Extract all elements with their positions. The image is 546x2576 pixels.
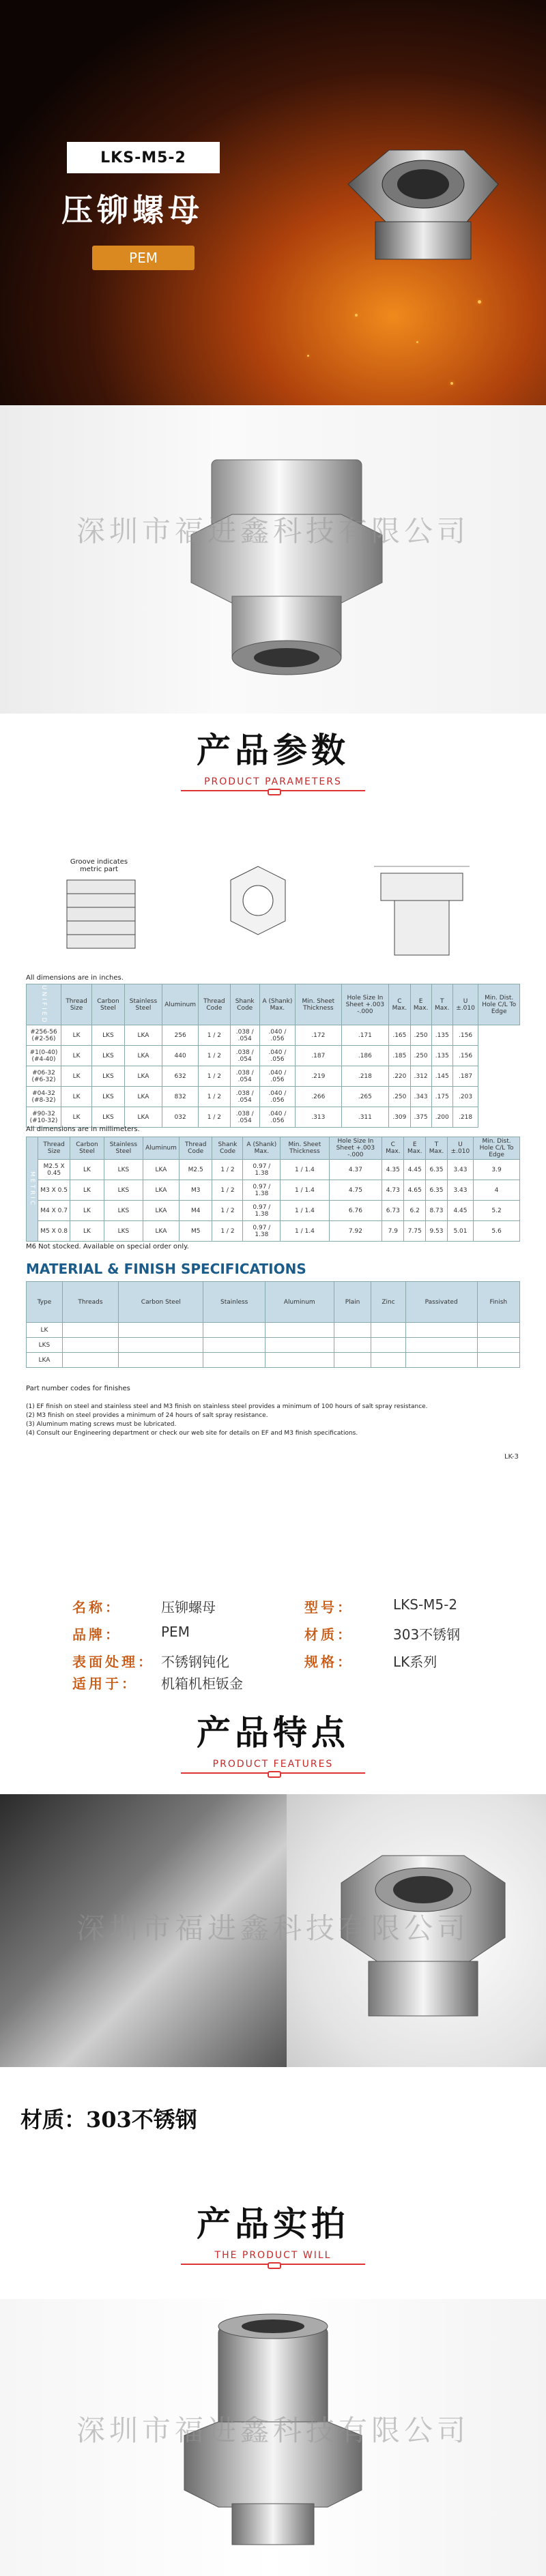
inch-cell: LKS bbox=[92, 1046, 125, 1066]
col-e: E Max. bbox=[410, 984, 431, 1025]
metric-note: All dimensions are in millimeters. bbox=[26, 1126, 140, 1133]
inch-cell: .200 bbox=[431, 1107, 452, 1128]
metric-cell: 1 / 2 bbox=[212, 1180, 243, 1201]
material-cell bbox=[203, 1338, 265, 1353]
metric-cell: 6.76 bbox=[329, 1201, 382, 1221]
metric-cell: 6.35 bbox=[426, 1160, 448, 1180]
metric-cell: 0.97 / 1.38 bbox=[243, 1180, 281, 1201]
inch-cell: 256 bbox=[162, 1025, 199, 1046]
inch-cell: .187 bbox=[452, 1066, 478, 1087]
metric-cell: 5.2 bbox=[474, 1201, 520, 1221]
inch-cell: LK bbox=[61, 1107, 91, 1128]
inch-cell: .313 bbox=[296, 1107, 341, 1128]
metric-cell: LKA bbox=[143, 1160, 179, 1180]
material-cell bbox=[119, 1338, 203, 1353]
inch-cell: .038 / .054 bbox=[230, 1107, 259, 1128]
inch-cell: .375 bbox=[410, 1107, 431, 1128]
real-heading-cn: 产品实拍 bbox=[197, 2204, 349, 2244]
features-section bbox=[0, 1692, 546, 2190]
material-cell bbox=[119, 1353, 203, 1368]
metric-cell: 5.6 bbox=[474, 1221, 520, 1242]
material-row bbox=[27, 1353, 520, 1368]
material-cell bbox=[405, 1353, 477, 1368]
metric-col-header: Stainless Steel bbox=[104, 1137, 143, 1160]
col-t: T Max. bbox=[431, 984, 452, 1025]
inch-cell: .250 bbox=[410, 1025, 431, 1046]
col-hole-size: Hole Size In Sheet +.003 -.000 bbox=[341, 984, 389, 1025]
metric-cell: M5 X 0.8 bbox=[38, 1221, 70, 1242]
inch-cell: .038 / .054 bbox=[230, 1066, 259, 1087]
metric-cell: 1 / 1.4 bbox=[281, 1160, 329, 1180]
metric-cell: 1 / 1.4 bbox=[281, 1201, 329, 1221]
product-info bbox=[0, 1583, 546, 1692]
inch-cell: .220 bbox=[389, 1066, 410, 1087]
metric-cell: LK bbox=[70, 1160, 104, 1180]
material-cell bbox=[371, 1323, 405, 1338]
inch-cell: .175 bbox=[431, 1087, 452, 1107]
material-cell bbox=[334, 1353, 371, 1368]
inch-cell: 832 bbox=[162, 1087, 199, 1107]
metric-cell: LKS bbox=[104, 1221, 143, 1242]
metric-cell: M4 bbox=[179, 1201, 212, 1221]
page-code: LK-3 bbox=[504, 1453, 519, 1461]
banner-nut-image bbox=[321, 109, 519, 287]
metric-footer: M6 Not stocked. Available on special order only. bbox=[26, 1243, 189, 1250]
col-min-sheet: Min. Sheet Thickness bbox=[296, 984, 341, 1025]
metric-col-header: Min. Sheet Thickness bbox=[281, 1137, 329, 1160]
material-cell bbox=[62, 1353, 118, 1368]
inch-cell: .312 bbox=[410, 1066, 431, 1087]
material-cell bbox=[62, 1338, 118, 1353]
material-cell bbox=[203, 1323, 265, 1338]
inch-cell: .171 bbox=[341, 1025, 389, 1046]
banner bbox=[0, 0, 546, 405]
footnote: (4) Consult our Engineering department or check our web site for details on EF and M3 finish specifications. bbox=[26, 1430, 358, 1437]
metric-cell: LK bbox=[70, 1221, 104, 1242]
banner-title: 压铆螺母 bbox=[61, 192, 203, 229]
metric-cell: 6.35 bbox=[426, 1180, 448, 1201]
inch-cell: .038 / .054 bbox=[230, 1046, 259, 1066]
metric-col-header: A (Shank) Max. bbox=[243, 1137, 281, 1160]
inch-row bbox=[27, 1087, 520, 1107]
inch-note: All dimensions are in inches. bbox=[26, 974, 124, 982]
metric-col-header: C Max. bbox=[382, 1137, 404, 1160]
inch-cell: LK bbox=[61, 1046, 91, 1066]
inch-cell: .135 bbox=[431, 1025, 452, 1046]
inch-cell: .250 bbox=[389, 1087, 410, 1107]
material-row bbox=[27, 1338, 520, 1353]
inch-cell: .186 bbox=[341, 1046, 389, 1066]
inch-cell: #04-32 (#8-32) bbox=[27, 1087, 61, 1107]
inch-cell: .311 bbox=[341, 1107, 389, 1128]
metric-col-header: Shank Code bbox=[212, 1137, 243, 1160]
metric-row bbox=[27, 1221, 520, 1242]
inch-cell: .187 bbox=[296, 1046, 341, 1066]
real-photo-section bbox=[0, 2190, 546, 2576]
col-thread-size: Thread Size bbox=[61, 984, 91, 1025]
heading-divider bbox=[181, 2264, 365, 2265]
material-cell bbox=[405, 1338, 477, 1353]
metric-col-header: Thread Code bbox=[179, 1137, 212, 1160]
metric-cell: 4.37 bbox=[329, 1160, 382, 1180]
inch-cell: .185 bbox=[389, 1046, 410, 1066]
real-photo bbox=[0, 2299, 546, 2576]
metric-col-header: Thread Size bbox=[38, 1137, 70, 1160]
inch-cell: 1 / 2 bbox=[199, 1025, 231, 1046]
metric-col-header: T Max. bbox=[426, 1137, 448, 1160]
inch-cell: .218 bbox=[452, 1107, 478, 1128]
col-a: A (Shank) Max. bbox=[259, 984, 295, 1025]
inch-cell: #1(0-40) (#4-40) bbox=[27, 1046, 61, 1066]
inch-cell: LKA bbox=[124, 1087, 162, 1107]
material-cell bbox=[477, 1323, 519, 1338]
metric-cell: LKA bbox=[143, 1201, 179, 1221]
banner-brand: PEM bbox=[92, 246, 195, 270]
metric-cell: 3.43 bbox=[447, 1180, 473, 1201]
inch-cell: 032 bbox=[162, 1107, 199, 1128]
inch-cell: LKA bbox=[124, 1046, 162, 1066]
inch-cell: .165 bbox=[389, 1025, 410, 1046]
inch-cell: LK bbox=[61, 1087, 91, 1107]
inch-table bbox=[26, 984, 520, 1128]
col-thread-code: Thread Code bbox=[199, 984, 231, 1025]
inch-cell: .266 bbox=[296, 1087, 341, 1107]
params-heading-en: PRODUCT PARAMETERS bbox=[204, 776, 342, 787]
inch-cell: .219 bbox=[296, 1066, 341, 1087]
inch-cell: LKA bbox=[124, 1066, 162, 1087]
metric-col-header: Hole Size In Sheet +.003 -.000 bbox=[329, 1137, 382, 1160]
footnote: (1) EF finish on steel and stainless steel and M3 finish on stainless steel provides a minimum of 100 hours of salt spray resistance. bbox=[26, 1403, 428, 1410]
inch-cell: LK bbox=[61, 1066, 91, 1087]
features-heading-cn: 产品特点 bbox=[197, 1712, 349, 1753]
col-shank-code: Shank Code bbox=[230, 984, 259, 1025]
material-row bbox=[27, 1323, 520, 1338]
inch-cell: .218 bbox=[341, 1066, 389, 1087]
metric-row bbox=[27, 1201, 520, 1221]
inch-cell: 1 / 2 bbox=[199, 1066, 231, 1087]
material-cell bbox=[371, 1353, 405, 1368]
inch-cell: 440 bbox=[162, 1046, 199, 1066]
metric-col-header: Carbon Steel bbox=[70, 1137, 104, 1160]
footnote: (3) Aluminum mating screws must be lubricated. bbox=[26, 1421, 177, 1428]
metric-cell: 7.92 bbox=[329, 1221, 382, 1242]
metric-cell: 1 / 2 bbox=[212, 1221, 243, 1242]
inch-cell: .309 bbox=[389, 1107, 410, 1128]
inch-cell: .040 / .056 bbox=[259, 1066, 295, 1087]
inch-cell: #90-32 (#10-32) bbox=[27, 1107, 61, 1128]
material-cell bbox=[405, 1323, 477, 1338]
col-u: U ±.010 bbox=[452, 984, 478, 1025]
info-name: 名称： 压铆螺母 bbox=[72, 1599, 216, 1615]
heading-divider bbox=[181, 790, 365, 791]
inch-cell: .040 / .056 bbox=[259, 1087, 295, 1107]
metric-side-label: METRIC bbox=[27, 1137, 38, 1242]
info-brand: 品牌： PEM bbox=[72, 1624, 190, 1643]
inch-row bbox=[27, 1046, 520, 1066]
metric-cell: LKA bbox=[143, 1221, 179, 1242]
metric-cell: 4.45 bbox=[447, 1201, 473, 1221]
metric-cell: M5 bbox=[179, 1221, 212, 1242]
metric-cell: 4 bbox=[474, 1180, 520, 1201]
metric-cell: 3.9 bbox=[474, 1160, 520, 1180]
metric-cell: 1 / 1.4 bbox=[281, 1180, 329, 1201]
banner-model-box bbox=[67, 142, 220, 173]
inch-cell: .038 / .054 bbox=[230, 1025, 259, 1046]
inch-cell: .265 bbox=[341, 1087, 389, 1107]
metric-row bbox=[27, 1180, 520, 1201]
features-material: 材质：303不锈钢 bbox=[20, 2107, 197, 2133]
metric-cell: 0.97 / 1.38 bbox=[243, 1221, 281, 1242]
material-type: LK bbox=[27, 1323, 63, 1338]
material-table: Type Threads Carbon Steel Stainless Aluminum Plain Zinc Passivated Finish LK LKS LKA bbox=[26, 1281, 520, 1368]
product-nut-image bbox=[177, 433, 396, 692]
inch-row bbox=[27, 1025, 520, 1046]
metric-cell: 0.97 / 1.38 bbox=[243, 1201, 281, 1221]
metric-cell: 1 / 2 bbox=[212, 1201, 243, 1221]
material-cell bbox=[477, 1353, 519, 1368]
metric-cell: 4.65 bbox=[404, 1180, 426, 1201]
inch-cell: #06-32 (#6-32) bbox=[27, 1066, 61, 1087]
info-size: 规格： LK系列 bbox=[304, 1654, 437, 1670]
inch-cell: LKS bbox=[92, 1025, 125, 1046]
features-heading bbox=[0, 1706, 546, 1774]
real-heading-en: THE PRODUCT WILL bbox=[214, 2250, 332, 2261]
inch-side-label: UNIFIED bbox=[27, 984, 61, 1025]
inch-cell: .203 bbox=[452, 1087, 478, 1107]
metric-cell: LKS bbox=[104, 1180, 143, 1201]
metric-cell: 3.43 bbox=[447, 1160, 473, 1180]
metric-table bbox=[26, 1137, 520, 1242]
metric-cell: 9.53 bbox=[426, 1221, 448, 1242]
params-heading bbox=[0, 723, 546, 791]
footnotes bbox=[26, 1403, 520, 1438]
metric-cell: 4.75 bbox=[329, 1180, 382, 1201]
watermark: 深圳市福进鑫科技有限公司 bbox=[76, 514, 470, 548]
inch-row bbox=[27, 1066, 520, 1087]
features-heading-en: PRODUCT FEATURES bbox=[212, 1759, 334, 1770]
inch-cell: .040 / .056 bbox=[259, 1107, 295, 1128]
material-cell bbox=[119, 1323, 203, 1338]
inch-cell: .038 / .054 bbox=[230, 1087, 259, 1107]
metric-cell: 6.2 bbox=[404, 1201, 426, 1221]
metric-cell: 1 / 1.4 bbox=[281, 1221, 329, 1242]
metric-cell: LKS bbox=[104, 1160, 143, 1180]
inch-cell: LKS bbox=[92, 1087, 125, 1107]
inch-cell: LKS bbox=[92, 1066, 125, 1087]
material-cell bbox=[265, 1338, 334, 1353]
product-photo-1 bbox=[0, 405, 546, 714]
inch-cell: .172 bbox=[296, 1025, 341, 1046]
info-surface: 表面处理： 不锈钢钝化 bbox=[72, 1654, 229, 1670]
inch-cell: LKS bbox=[92, 1107, 125, 1128]
material-type: LKA bbox=[27, 1353, 63, 1368]
metric-cell: 7.9 bbox=[382, 1221, 404, 1242]
info-use: 适用于： 机箱机柜钣金 bbox=[72, 1675, 243, 1692]
inch-cell: LK bbox=[61, 1025, 91, 1046]
metric-cell: 5.01 bbox=[447, 1221, 473, 1242]
col-min-dist: Min. Dist. Hole C/L To Edge bbox=[478, 984, 520, 1025]
inch-cell: 1 / 2 bbox=[199, 1046, 231, 1066]
material-cell bbox=[334, 1338, 371, 1353]
metric-col-header: Min. Dist. Hole C/L To Edge bbox=[474, 1137, 520, 1160]
material-cell bbox=[265, 1353, 334, 1368]
inch-cell: LKA bbox=[124, 1025, 162, 1046]
material-footer: Part number codes for finishes bbox=[26, 1385, 130, 1392]
watermark: 深圳市福进鑫科技有限公司 bbox=[76, 2414, 470, 2447]
footnote: (2) M3 finish on steel provides a minimum of 24 hours of salt spray resistance. bbox=[26, 1412, 268, 1419]
inch-cell: 1 / 2 bbox=[199, 1107, 231, 1128]
inch-cell: .145 bbox=[431, 1066, 452, 1087]
inch-cell: .250 bbox=[410, 1046, 431, 1066]
col-c: C Max. bbox=[389, 984, 410, 1025]
inch-cell: .135 bbox=[431, 1046, 452, 1066]
info-material: 材质： 303不锈钢 bbox=[304, 1626, 461, 1643]
metric-cell: 0.97 / 1.38 bbox=[243, 1160, 281, 1180]
params-heading-cn: 产品参数 bbox=[197, 730, 349, 770]
spec-section bbox=[0, 839, 546, 1583]
metric-cell: 4.45 bbox=[404, 1160, 426, 1180]
heading-divider bbox=[181, 1772, 365, 1774]
metric-cell: M3 X 0.5 bbox=[38, 1180, 70, 1201]
metric-cell: LKA bbox=[143, 1180, 179, 1201]
inch-cell: #256-56 (#2-56) bbox=[27, 1025, 61, 1046]
metric-cell: M2.5 bbox=[179, 1160, 212, 1180]
features-photo bbox=[0, 1794, 546, 2067]
real-heading bbox=[0, 2197, 546, 2265]
metric-cell: M2.5 X 0.45 bbox=[38, 1160, 70, 1180]
material-type: LKS bbox=[27, 1338, 63, 1353]
metric-cell: M3 bbox=[179, 1180, 212, 1201]
metric-cell: LKS bbox=[104, 1201, 143, 1221]
metric-row bbox=[27, 1160, 520, 1180]
metric-cell: 4.73 bbox=[382, 1180, 404, 1201]
material-cell bbox=[265, 1323, 334, 1338]
metric-col-header: Aluminum bbox=[143, 1137, 179, 1160]
col-aluminum: Aluminum bbox=[162, 984, 199, 1025]
inch-cell: .156 bbox=[452, 1025, 478, 1046]
inch-cell: .040 / .056 bbox=[259, 1025, 295, 1046]
metric-cell: LK bbox=[70, 1180, 104, 1201]
inch-cell: 1 / 2 bbox=[199, 1087, 231, 1107]
material-cell bbox=[371, 1338, 405, 1353]
inch-cell: LKA bbox=[124, 1107, 162, 1128]
diagram-label: Groove indicates metric part bbox=[70, 858, 128, 873]
metric-cell: 1 / 2 bbox=[212, 1160, 243, 1180]
material-cell bbox=[334, 1323, 371, 1338]
metric-cell: 4.35 bbox=[382, 1160, 404, 1180]
col-stainless: Stainless Steel bbox=[124, 984, 162, 1025]
inch-cell: 632 bbox=[162, 1066, 199, 1087]
metric-cell: LK bbox=[70, 1201, 104, 1221]
metric-cell: 7.75 bbox=[404, 1221, 426, 1242]
inch-cell: .343 bbox=[410, 1087, 431, 1107]
inch-cell: .156 bbox=[452, 1046, 478, 1066]
metric-cell: M4 X 0.7 bbox=[38, 1201, 70, 1221]
material-title: MATERIAL & FINISH SPECIFICATIONS bbox=[26, 1261, 306, 1277]
material-cell bbox=[477, 1338, 519, 1353]
metric-col-header: U ±.010 bbox=[447, 1137, 473, 1160]
watermark: 深圳市福进鑫科技有限公司 bbox=[76, 1912, 470, 1945]
banner-model: LKS-M5-2 bbox=[100, 149, 186, 166]
metric-col-header: E Max. bbox=[404, 1137, 426, 1160]
info-model: 型号： LKS-M5-2 bbox=[304, 1596, 458, 1615]
material-cell bbox=[203, 1353, 265, 1368]
material-cell bbox=[62, 1323, 118, 1338]
col-carbon-steel: Carbon Steel bbox=[92, 984, 125, 1025]
inch-cell: .040 / .056 bbox=[259, 1046, 295, 1066]
metric-cell: 8.73 bbox=[426, 1201, 448, 1221]
inch-row bbox=[27, 1107, 520, 1128]
metric-cell: 6.73 bbox=[382, 1201, 404, 1221]
